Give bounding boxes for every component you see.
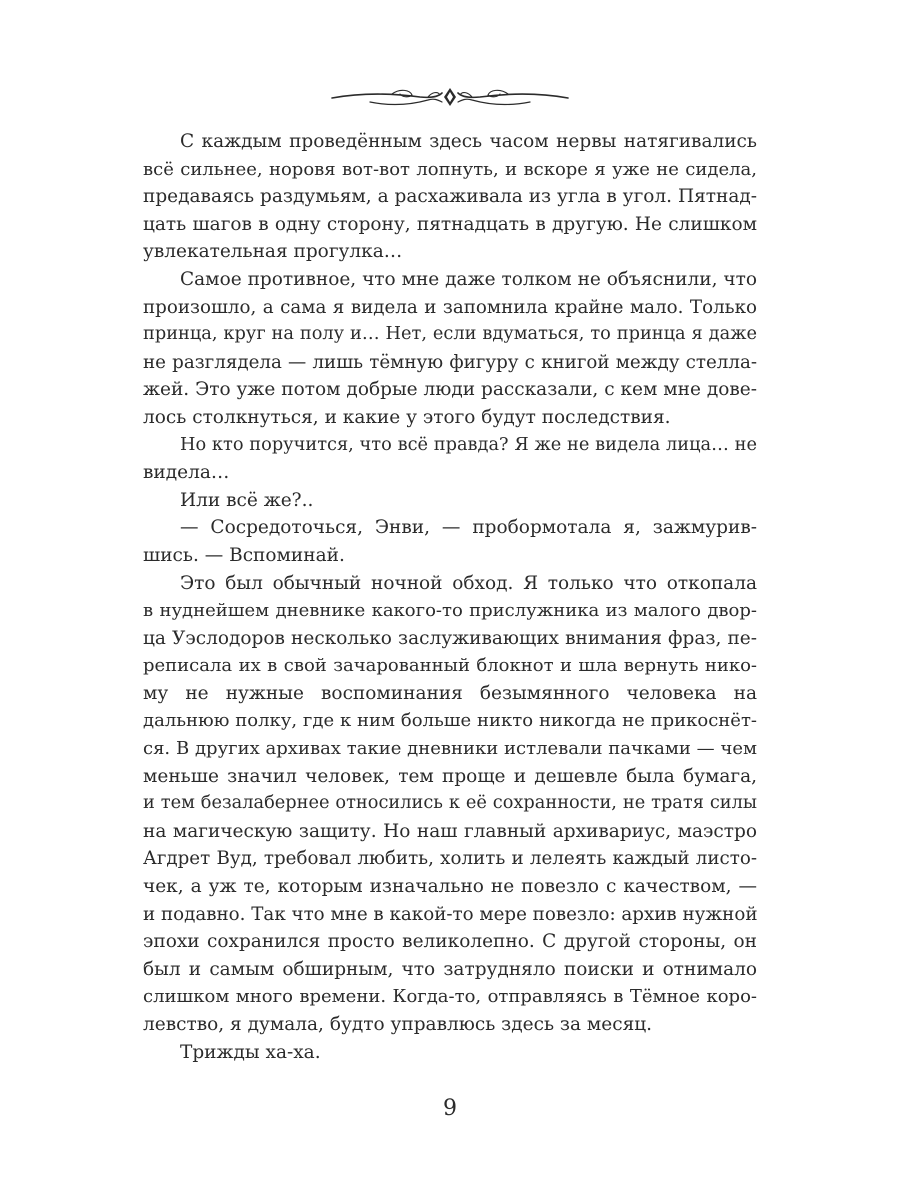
text-line: Но кто поручится, что всё правда? Я же не видела лица… не: [180, 434, 757, 455]
text-line: левство, я думала, будто управлюсь здесь за месяц.: [143, 1014, 653, 1035]
page-number: 9: [443, 1096, 457, 1121]
text-line: принца, круг на полу и… Нет, если вдуматься, то принца я даже: [143, 324, 757, 345]
text-line: и тем безалабернее относились к её сохранности, не тратя силы: [143, 793, 757, 814]
text-line: дальнюю полку, где к ним больше никто никогда не прикоснёт-: [143, 710, 757, 732]
text-line: слишком много времени. Когда-то, отправляясь в Тёмное коро-: [143, 986, 757, 1008]
text-line: лось столкнуться, и какие у этого будут последствия.: [143, 406, 671, 428]
text-line: и подавно. Так что мне в какой-то мере повезло: архив нужной: [143, 903, 758, 925]
text-line: Агдрет Вуд, требовал любить, холить и лелеять каждый листо-: [143, 848, 757, 870]
text-line: не разглядела — лишь тёмную фигуру с книгой между стелла-: [143, 351, 757, 373]
body-text: [143, 128, 757, 1066]
text-line: в нуднейшем дневнике какого-то прислужника из малого двор-: [143, 600, 757, 622]
text-line: С каждым проведённым здесь часом нервы натягивались: [180, 131, 757, 152]
text-line: ца Уэслодоров несколько заслуживающих внимания фраз, пе-: [143, 627, 757, 649]
flourish-divider-icon: [330, 82, 570, 112]
text-line: меньше значил человек, тем проще и дешевле была бумага,: [143, 765, 757, 787]
text-line: Это был обычный ночной обход. Я только что откопала: [180, 572, 757, 594]
text-line: цать шагов в одну сторону, пятнадцать в другую. Не слишком: [143, 213, 757, 235]
text-line: предаваясь раздумьям, а расхаживала из угла в угол. Пятнад-: [143, 186, 757, 208]
text-line: шись. — Вспоминай.: [143, 544, 345, 566]
text-line: му не нужные воспоминания безымянного человека на: [143, 682, 757, 704]
text-line: эпохи сохранился просто великолепно. С другой стороны, он: [143, 931, 757, 953]
text-line: всё сильнее, норовя вот-вот лопнуть, и вскоре я уже не сидела,: [143, 158, 757, 180]
text-line: Или всё же?..: [180, 489, 314, 511]
text-line: ся. В других архивах такие дневники истлевали пачками — чем: [143, 738, 757, 760]
text-line: произошло, а сама я видела и запомнила крайне мало. Только: [143, 296, 757, 318]
text-line: — Сосредоточься, Энви, — пробормотала я, зажмурив-: [180, 517, 757, 539]
text-line: видела…: [143, 462, 230, 484]
text-line: на магическую защиту. Но наш главный архивариус, маэстро: [143, 820, 757, 842]
text-line: был и самым обширным, что затрудняло поиски и отнимало: [143, 958, 757, 980]
text-line: Самое противное, что мне даже толком не объяснили, что: [180, 268, 757, 290]
text-line: жей. Это уже потом добрые люди рассказали, с кем мне дове-: [143, 379, 757, 401]
text-line: увлекательная прогулка…: [143, 241, 403, 263]
text-line: чек, а уж те, которым изначально не повезло с качеством, —: [143, 876, 757, 898]
text-line: реписала их в свой зачарованный блокнот и шла вернуть нико-: [143, 655, 757, 677]
text-line: Трижды ха-ха.: [180, 1041, 321, 1063]
